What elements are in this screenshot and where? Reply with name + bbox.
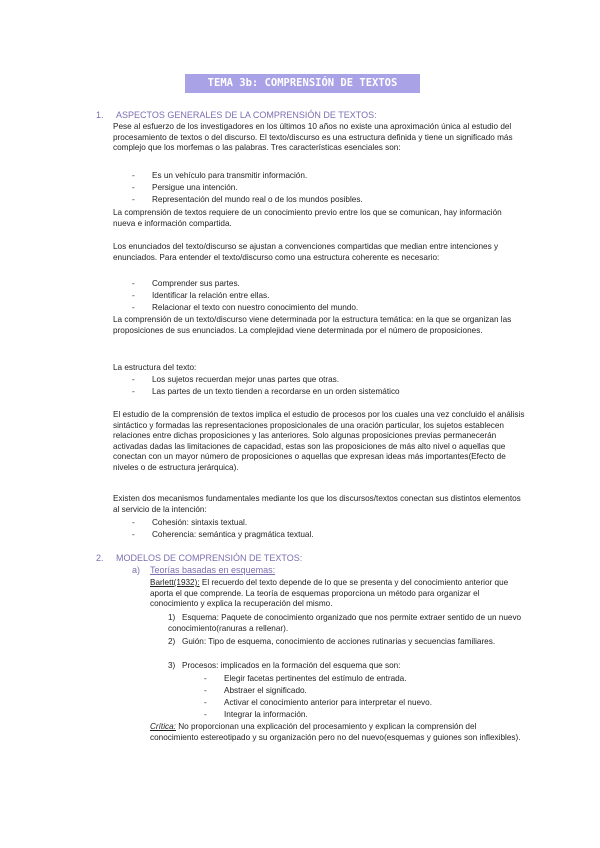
list-item: 3) Procesos: implicados en la formación del esquema que son: xyxy=(168,661,401,670)
page-title: TEMA 3b: COMPRENSIÓN DE TEXTOS xyxy=(185,74,420,93)
subsection-letter: a) xyxy=(132,565,141,575)
list-item: - Activar el conocimiento anterior para interpretar el nuevo. xyxy=(204,698,432,707)
list-item: - Cohesión: sintaxis textual. xyxy=(132,518,248,527)
section-2-heading: MODELOS DE COMPRENSIÓN DE TEXTOS: xyxy=(116,553,303,563)
list-item: - Las partes de un texto tienden a recordarse en un orden sistemático xyxy=(132,387,400,396)
list-item: - Abstraer el significado. xyxy=(204,686,307,695)
paragraph-mechanisms: Existen dos mecanismos fundamentales mediante los que los discursos/textos conectan sus distintos elementos al servicio de la intención: xyxy=(113,494,521,514)
section-1-intro: Pese al esfuerzo de los investigadores en los últimos 10 años no existe una aproximación única al estudio del procesamiento de textos o del discurso. El texto/discurso es una estructura definida y tiene un significado más complejo que los morfemas o las palabras. Tres características esenciales son: xyxy=(113,122,513,153)
list-item: - Relacionar el texto con nuestro conocimiento del mundo. xyxy=(132,303,359,312)
list-item: - Es un vehículo para transmitir información. xyxy=(132,171,308,180)
list-item: - Elegir facetas pertinentes del estímulo de entrada. xyxy=(204,674,407,683)
section-2-number: 2. xyxy=(96,553,104,563)
structure-label: La estructura del texto: xyxy=(113,363,197,372)
list-item: 1) Esquema: Paquete de conocimiento organizado que nos permite extraer sentido de un nuevo conocimiento(ranuras a rellenar). xyxy=(168,613,522,633)
paragraph-knowledge: La comprensión de textos requiere de un conocimiento previo entre los que se comunican, hay información nueva e información compartida. xyxy=(113,208,502,228)
paragraph-conventions: Los enunciados del texto/discurso se ajustan a convenciones compartidas que median entre intenciones y enunciados. Para entender el texto/discurso como una estructura coherente es necesario: xyxy=(113,242,499,262)
author-name: Barlett(1932): xyxy=(150,578,200,587)
list-item: - Comprender sus partes. xyxy=(132,279,240,288)
subsection-heading: Teorías basadas en esquemas: xyxy=(150,565,276,575)
list-item: 2) Guión: Tipo de esquema, conocimiento de acciones rutinarias y secuencias familiares. xyxy=(168,637,496,646)
critique-label: Crítica: xyxy=(150,722,176,731)
paragraph-critique: Crítica: No proporcionan una explicación del procesamiento y explican la comprensión del conocimiento estereotipado y su organización pero no del nuevo(esquemas y guiones son inflexibles). xyxy=(150,722,521,742)
list-item: - Los sujetos recuerdan mejor unas partes que otras. xyxy=(132,375,340,384)
list-item: - Identificar la relación entre ellas. xyxy=(132,291,270,300)
paragraph-thematic: La comprensión de un texto/discurso viene determinada por la estructura temática: en la que se organizan las proposiciones de sus enunciados. La complejidad viene determinada por el número de proposiciones. xyxy=(113,315,512,335)
list-item: - Integrar la información. xyxy=(204,710,308,719)
paragraph-study: El estudio de la comprensión de textos implica el estudio de procesos por los cuales una vez concluido el análisis sintáctico y formadas las representaciones proposicionales de una oración particular, los sujetos establecen relaciones entre dichas proposiciones y las anteriores. Solo algunas proposiciones previas permanecerán activadas dadas las limitaciones de capacidad, estas son las proposiciones de más alto nivel o aquellas que conectan con un mayor número de proposiciones o aquellas que expresan ideas más importantes(Efecto de niveles o de estructura jerárquica). xyxy=(113,410,525,472)
list-item: - Persigue una intención. xyxy=(132,183,238,192)
list-item: - Coherencia: semántica y pragmática textual. xyxy=(132,530,314,539)
section-1-heading: ASPECTOS GENERALES DE LA COMPRENSIÓN DE TEXTOS: xyxy=(116,110,377,120)
list-item: - Representación del mundo real o de los mundos posibles. xyxy=(132,195,363,204)
paragraph-barlett: Barlett(1932): El recuerdo del texto depende de lo que se presenta y del conocimiento anterior que aporta el que comprende. La teoría de esquemas proporciona un método para organizar el conocimiento y explica la recuperación del mismo. xyxy=(150,578,509,609)
section-1-number: 1. xyxy=(96,110,104,120)
